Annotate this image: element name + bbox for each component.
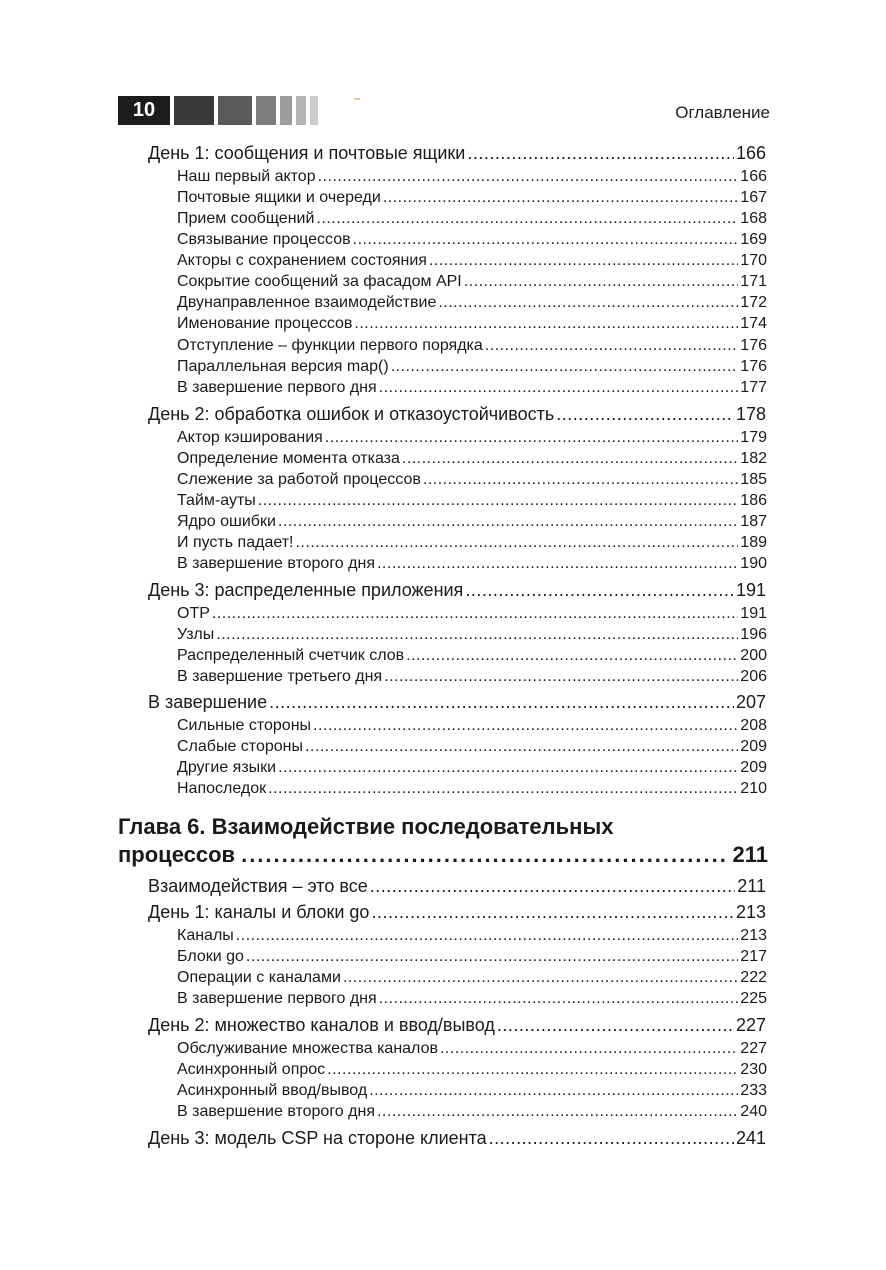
- toc-subsection-entry[interactable]: [177, 1061, 767, 1082]
- toc-entry-page: 211: [737, 876, 766, 896]
- leader-dots: [313, 717, 738, 735]
- toc-entry-page: 222: [740, 969, 767, 986]
- toc-entry-title: Определение момента отказа: [177, 450, 400, 467]
- leader-dots: [464, 273, 739, 291]
- page-header: [118, 96, 770, 125]
- leader-dots: [556, 404, 734, 425]
- toc-subsection-entry[interactable]: [177, 337, 767, 358]
- leader-dots: [216, 626, 738, 644]
- toc-entry-title: Напоследок: [177, 780, 267, 797]
- leader-dots: [429, 252, 738, 270]
- toc-entry-page: 225: [740, 990, 767, 1007]
- toc-subsection-entry[interactable]: [177, 948, 767, 969]
- toc-entry-page: 170: [740, 252, 767, 269]
- toc-entry-page: 191: [735, 580, 766, 600]
- leader-dots: [212, 605, 738, 623]
- toc-entry-page: 172: [740, 294, 767, 311]
- toc-subsection-entry[interactable]: [177, 605, 767, 626]
- toc-entry-page: 213: [735, 902, 766, 922]
- leader-dots: [343, 969, 738, 987]
- toc-entry-title: Отступление – функции первого порядка: [177, 337, 483, 354]
- toc-subsection-entry[interactable]: [177, 450, 767, 471]
- leader-dots: [268, 780, 738, 798]
- toc-entry-title: День 3: модель CSP на стороне клиента: [148, 1128, 487, 1148]
- leader-dots: [269, 692, 734, 713]
- toc-entry-title: В завершение третьего дня: [177, 668, 383, 685]
- toc-entry-page: 209: [740, 759, 767, 776]
- toc-section-entry[interactable]: [148, 1128, 766, 1152]
- leader-dots: [327, 1061, 738, 1079]
- toc-entry-title: Именование процессов: [177, 315, 353, 332]
- leader-dots: [236, 927, 739, 945]
- leader-dots: [369, 1082, 738, 1100]
- leader-dots: [383, 189, 738, 207]
- running-title: Оглавление: [675, 103, 770, 122]
- toc-subsection-entry[interactable]: [177, 647, 767, 668]
- toc-entry-title: Каналы: [177, 927, 234, 944]
- leader-dots: [241, 842, 726, 868]
- toc-subsection-entry[interactable]: [177, 717, 767, 738]
- toc-entry-page: 240: [740, 1103, 767, 1120]
- toc-entry-title: В завершение: [148, 692, 268, 712]
- header-decor-bar: [218, 96, 252, 125]
- toc-subsection-entry[interactable]: [177, 780, 767, 801]
- toc-entry-page: 208: [740, 717, 767, 734]
- toc-subsection-entry[interactable]: [177, 626, 767, 647]
- toc-entry-page: 189: [740, 534, 767, 551]
- toc-entry-title: Актор кэширования: [177, 429, 323, 446]
- toc-entry-title: Блоки go: [177, 948, 244, 965]
- toc-entry-title: Слежение за работой процессов: [177, 471, 421, 488]
- toc-subsection-entry[interactable]: [177, 358, 767, 379]
- toc-entry-page: 166: [735, 143, 766, 163]
- toc-entry-title: Другие языки: [177, 759, 277, 776]
- leader-dots: [379, 990, 739, 1008]
- toc-entry-page: 190: [740, 555, 767, 572]
- toc-subsection-entry[interactable]: [177, 252, 767, 273]
- toc-section-entry[interactable]: [148, 404, 766, 428]
- leader-dots: [316, 210, 738, 228]
- chapter-title-line1: Глава 6. Взаимодействие последовательных: [118, 814, 614, 839]
- toc-entry-page: 176: [740, 358, 767, 375]
- toc-entry-title: В завершение второго дня: [177, 1103, 375, 1120]
- toc-entry-title: День 1: каналы и блоки go: [148, 902, 370, 922]
- toc-subsection-entry[interactable]: [177, 294, 767, 315]
- toc-entry-page: 179: [740, 429, 767, 446]
- leader-dots: [377, 1103, 738, 1121]
- page-number: 10: [118, 96, 170, 125]
- leader-dots: [325, 429, 738, 447]
- toc-entry-title: Ядро ошибки: [177, 513, 276, 530]
- toc-entry-page: 233: [740, 1082, 767, 1099]
- toc-entry-title: Прием сообщений: [177, 210, 315, 227]
- print-mark: [354, 98, 360, 100]
- toc-entry-title: В завершение первого дня: [177, 990, 377, 1007]
- toc-entry-page: 171: [740, 273, 767, 290]
- leader-dots: [438, 294, 738, 312]
- toc-entry-title: Параллельная версия map(): [177, 358, 389, 375]
- toc-section-entry[interactable]: [148, 692, 766, 716]
- toc-entry-title: Акторы с сохранением состояния: [177, 252, 427, 269]
- leader-dots: [391, 358, 739, 376]
- leader-dots: [305, 738, 738, 756]
- toc-section-entry[interactable]: [148, 876, 766, 900]
- toc-section-entry[interactable]: [148, 902, 766, 926]
- toc-entry-title: Почтовые ящики и очереди: [177, 189, 381, 206]
- toc-entry-title: Сильные стороны: [177, 717, 312, 734]
- toc-subsection-entry[interactable]: [177, 168, 767, 189]
- toc-entry-title: Распределенный счетчик слов: [177, 647, 405, 664]
- toc-entry-title: День 1: сообщения и почтовые ящики: [148, 143, 466, 163]
- toc-entry-page: 187: [740, 513, 767, 530]
- toc-entry-title: Асинхронный ввод/вывод: [177, 1082, 368, 1099]
- toc-entry-page: 213: [740, 927, 767, 944]
- chapter-title-text: процессов: [118, 842, 236, 867]
- leader-dots: [258, 492, 739, 510]
- toc-entry-title: День 2: множество каналов и ввод/вывод: [148, 1015, 495, 1035]
- leader-dots: [354, 315, 738, 333]
- leader-dots: [370, 876, 736, 897]
- leader-dots: [318, 168, 739, 186]
- toc-section-entry[interactable]: [148, 580, 766, 604]
- toc-entry-page: 217: [740, 948, 767, 965]
- leader-dots: [423, 471, 738, 489]
- toc-subsection-entry[interactable]: [177, 471, 767, 492]
- toc-entry-page: 174: [740, 315, 767, 332]
- toc-subsection-entry[interactable]: [177, 969, 767, 990]
- toc-entry-title: Узлы: [177, 626, 215, 643]
- toc-entry-page: 200: [740, 647, 767, 664]
- leader-dots: [465, 580, 734, 601]
- toc-entry-title: И пусть падает!: [177, 534, 294, 551]
- toc-entry-title: Сокрытие сообщений за фасадом API: [177, 273, 462, 290]
- toc-entry-page: 167: [740, 189, 767, 206]
- toc-entry-page: 169: [740, 231, 767, 248]
- toc-entry-title: Слабые стороны: [177, 738, 303, 755]
- toc-entry-title: День 2: обработка ошибок и отказоустойчивость: [148, 404, 555, 424]
- leader-dots: [384, 668, 738, 686]
- leader-dots: [278, 513, 738, 531]
- toc-entry-title: Двунаправленное взаимодействие: [177, 294, 437, 311]
- toc-entry-title: Асинхронный опрос: [177, 1061, 326, 1078]
- toc-entry-page: 206: [740, 668, 767, 685]
- toc-subsection-entry[interactable]: [177, 379, 767, 400]
- toc-entry-title: В завершение первого дня: [177, 379, 377, 396]
- header-decor-bar: [296, 96, 306, 125]
- header-decor-bar: [280, 96, 292, 125]
- leader-dots: [497, 1015, 734, 1036]
- toc-entry-title: Операции с каналами: [177, 969, 341, 986]
- toc-entry-title: Взаимодействия – это все: [148, 876, 368, 896]
- chapter-page: 211: [732, 842, 768, 867]
- toc-entry-title: Обслуживание множества каналов: [177, 1040, 438, 1057]
- leader-dots: [402, 450, 738, 468]
- header-decor-bar: [310, 96, 318, 125]
- toc-subsection-entry[interactable]: [177, 534, 767, 555]
- toc-section-entry[interactable]: [148, 143, 766, 167]
- toc-entry-page: 230: [740, 1061, 767, 1078]
- header-decor-bar: [256, 96, 276, 125]
- leader-dots: [489, 1128, 734, 1149]
- toc-entry-page: 185: [740, 471, 767, 488]
- toc-entry-page: 168: [740, 210, 767, 227]
- toc-entry-page: 209: [740, 738, 767, 755]
- toc-subsection-entry[interactable]: [177, 927, 767, 948]
- toc-entry-title: Тайм-ауты: [177, 492, 256, 509]
- toc-entry-page: 178: [735, 404, 766, 424]
- toc-entry-page: 241: [735, 1128, 766, 1148]
- toc-subsection-entry[interactable]: [177, 315, 767, 336]
- toc-subsection-entry[interactable]: [177, 189, 767, 210]
- toc-entry-page: 186: [740, 492, 767, 509]
- toc-entry-page: 177: [740, 379, 767, 396]
- toc-entry-page: 166: [740, 168, 767, 185]
- leader-dots: [377, 555, 738, 573]
- header-decor-bar: [174, 96, 214, 125]
- leader-dots: [371, 902, 734, 923]
- toc-subsection-entry[interactable]: [177, 990, 767, 1011]
- toc-subsection-entry[interactable]: [177, 759, 767, 780]
- toc-subsection-entry[interactable]: [177, 210, 767, 231]
- toc-entry-page: 227: [735, 1015, 766, 1035]
- toc-subsection-entry[interactable]: [177, 738, 767, 759]
- toc-subsection-entry[interactable]: [177, 668, 767, 689]
- toc-subsection-entry[interactable]: [177, 513, 767, 534]
- toc-subsection-entry[interactable]: [177, 1103, 767, 1124]
- toc-entry-page: 207: [735, 692, 766, 712]
- toc-section-entry[interactable]: [148, 1015, 766, 1039]
- leader-dots: [406, 647, 738, 665]
- toc-entry-page: 182: [740, 450, 767, 467]
- leader-dots: [379, 379, 739, 397]
- toc-entry-title: В завершение второго дня: [177, 555, 375, 572]
- toc-subsection-entry[interactable]: [177, 555, 767, 576]
- toc-subsection-entry[interactable]: [177, 1040, 767, 1061]
- leader-dots: [295, 534, 738, 552]
- toc-entry-page: 196: [740, 626, 767, 643]
- leader-dots: [278, 759, 738, 777]
- toc-subsection-entry[interactable]: [177, 231, 767, 252]
- toc-entry-title: Наш первый актор: [177, 168, 316, 185]
- toc-entry-title: OTP: [177, 605, 210, 622]
- leader-dots: [467, 143, 734, 164]
- toc-entry-page: 210: [740, 780, 767, 797]
- toc-subsection-entry[interactable]: [177, 273, 767, 294]
- leader-dots: [353, 231, 739, 249]
- chapter-title-line2: [118, 842, 768, 868]
- leader-dots: [246, 948, 738, 966]
- toc-entry-page: 176: [740, 337, 767, 354]
- toc-subsection-entry[interactable]: [177, 429, 767, 450]
- toc-entry-title: День 3: распределенные приложения: [148, 580, 464, 600]
- leader-dots: [485, 337, 738, 355]
- toc-subsection-entry[interactable]: [177, 1082, 767, 1103]
- leader-dots: [440, 1040, 738, 1058]
- toc-entry-page: 191: [740, 605, 767, 622]
- toc-entry-page: 227: [740, 1040, 767, 1057]
- toc-entry-title: Связывание процессов: [177, 231, 351, 248]
- toc-subsection-entry[interactable]: [177, 492, 767, 513]
